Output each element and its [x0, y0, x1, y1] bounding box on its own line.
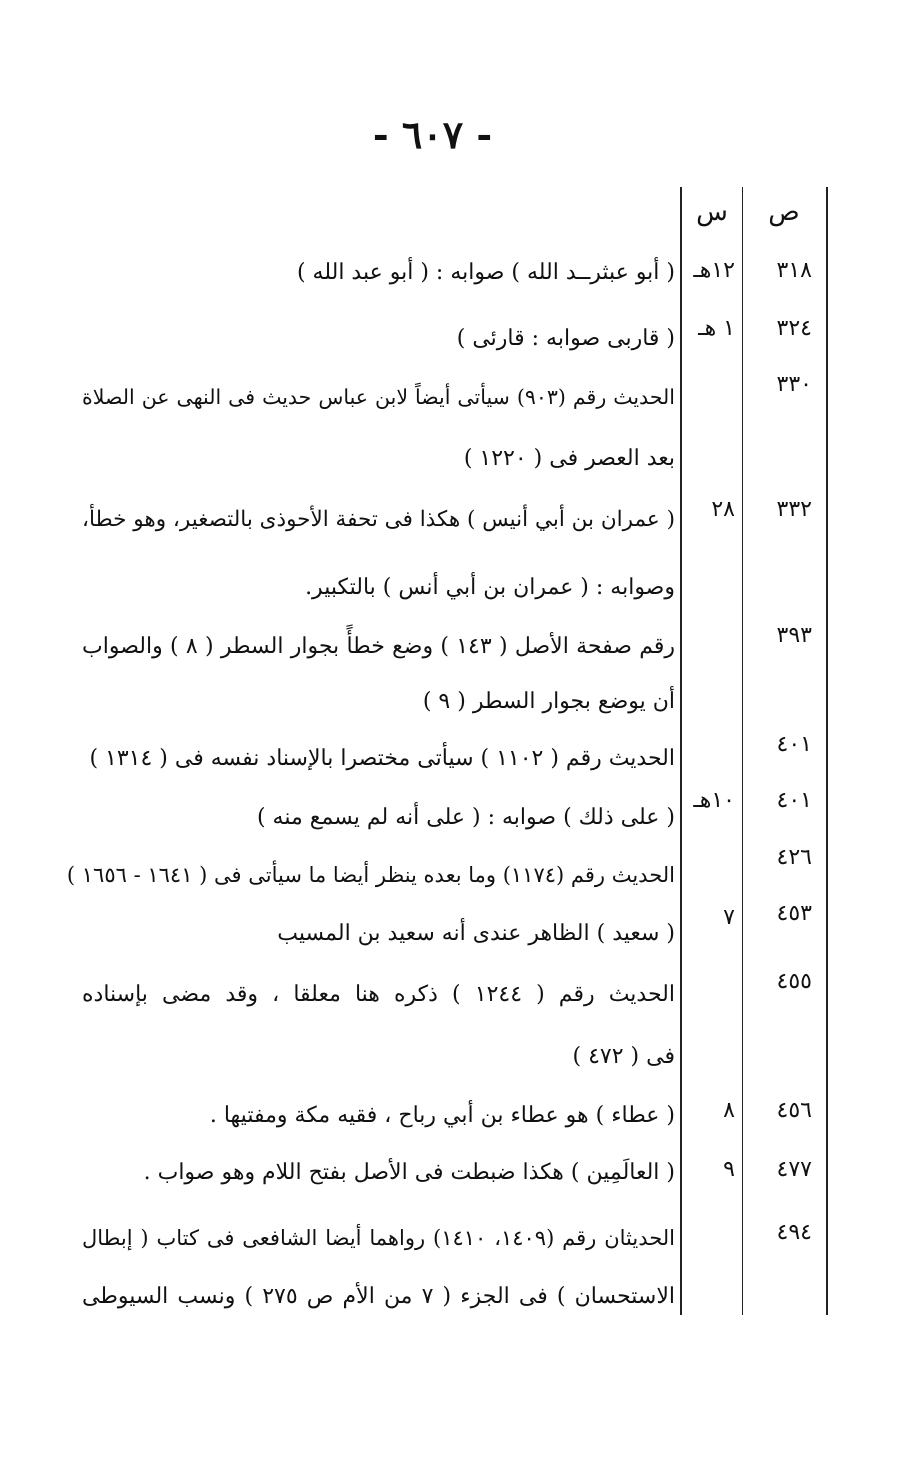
entry-text: رقم صفحة الأصل ( ١٤٣ ) وضع خطأً بجوار السطر ( ٨ ) والصواب: [82, 634, 675, 659]
entry-page-number: ٣٣٢: [776, 497, 812, 522]
entry-text: الحديث رقم (٩٠٣) سيأتى أيضاً لابن عباس حديث فى النهى عن الصلاة: [82, 385, 675, 409]
entry-page-number: ٤٥٥: [776, 969, 812, 994]
entry-page-number: ٣٣٠: [776, 372, 812, 397]
entry-text-continuation: فى ( ٤٧٢ ): [572, 1044, 675, 1069]
entry-page-number: ٤٠١: [776, 788, 812, 813]
entry-text: الحديثان رقم (١٤٠٩، ١٤١٠) رواهما أيضا الشافعى فى كتاب ( إبطال: [82, 1226, 676, 1250]
entry-line-number: ١ هـ: [698, 316, 735, 341]
entry-text: ( عمران بن أبي أنيس ) هكذا فى تحفة الأحوذى بالتصغير، وهو خطأ،: [82, 507, 675, 532]
page-column-header: ص: [768, 197, 800, 227]
entry-text: ( سعيد ) الظاهر عندى أنه سعيد بن المسيب: [277, 921, 675, 946]
entry-page-number: ٤٥٦: [776, 1098, 812, 1123]
entry-page-number: ٤٥٣: [776, 901, 812, 926]
entry-page-number: ٣٩٣: [776, 623, 812, 648]
column-divider-left: [680, 187, 682, 1315]
entry-text: الحديث رقم ( ١١٠٢ ) سيأتى مختصرا بالإسناد نفسه فى ( ١٣١٤ ): [89, 746, 675, 771]
entry-text-continuation: بعد العصر فى ( ١٢٢٠ ): [463, 446, 675, 471]
entry-line-number: ١٠هـ: [693, 788, 735, 813]
column-divider-middle: [742, 187, 743, 1315]
entry-text-continuation: الاستحسان ) فى الجزء ( ٧ من الأم ص ٢٧٥ ) ونسب السيوطى: [82, 1284, 675, 1309]
entry-text-continuation: أن يوضع بجوار السطر ( ٩ ): [422, 689, 675, 714]
entry-page-number: ٤٢٦: [776, 845, 812, 870]
entry-line-number: ٢٨: [711, 497, 735, 522]
entry-page-number: ٤٠١: [776, 732, 812, 757]
entry-line-number: ٩: [723, 1157, 735, 1182]
line-column-header: س: [696, 197, 728, 227]
entry-text-continuation: وصوابه : ( عمران بن أبي أنس ) بالتكبير.: [305, 575, 675, 600]
entry-text: ( عطاء ) هو عطاء بن أبي رباح ، فقيه مكة ومفتيها .: [209, 1103, 675, 1128]
entry-page-number: ٤٧٧: [776, 1157, 812, 1182]
entry-page-number: ٣٢٤: [776, 316, 812, 341]
entry-page-number: ٤٩٤: [776, 1220, 812, 1245]
entry-line-number: ٧: [723, 905, 735, 930]
entry-text: ( قاربى صوابه : قارئى ): [456, 326, 675, 351]
entry-text: ( على ذلك ) صوابه : ( على أنه لم يسمع منه ): [256, 805, 675, 830]
entry-text: الحديث رقم ( ١٢٤٤ ) ذكره هنا معلقا ، وقد مضى بإسناده: [82, 982, 675, 1007]
entry-line-number: ٨: [723, 1098, 735, 1123]
entry-text: ( العالَمِين ) هكذا ضبطت فى الأصل بفتح اللام وهو صواب .: [143, 1160, 675, 1185]
entry-line-number: ١٢هـ: [693, 258, 735, 283]
page-number: - ٦٠٧ -: [372, 112, 493, 157]
column-divider-right: [826, 187, 828, 1315]
entry-text: الحديث رقم (١١٧٤) وما بعده ينظر أيضا ما سيأتى فى ( ١٦٤١ - ١٦٥٦ ): [66, 863, 675, 887]
entry-text: ( أبو عبثر‍ــد الله ) صوابه : ( أبو عبد الله ): [296, 260, 675, 285]
entry-page-number: ٣١٨: [776, 258, 812, 283]
